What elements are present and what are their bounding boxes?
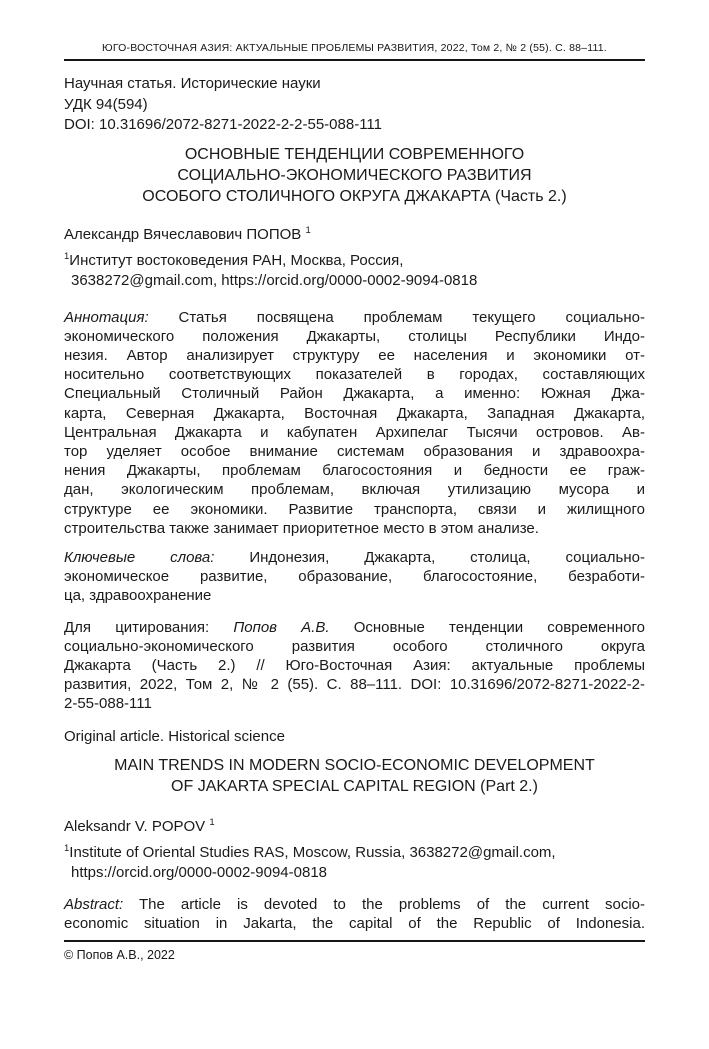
udc-number: УДК 94(594) [64,95,148,113]
affiliation-ru-line1: $^1$Институт востоковедения РАН, Москва, Россия, [64,250,404,269]
citation-ru [64,618,645,714]
abstract-ru-line: карта, Северная Джакарта, Восточная Джакарта, Западная Джакарта, [64,404,645,422]
abstract-ru-line: Специальный Столичный Район Джакарта, а именно: Южная Джа- [64,385,645,403]
journal-running-header: ЮГО-ВОСТОЧНАЯ АЗИЯ: АКТУАЛЬНЫЕ ПРОБЛЕМЫ РАЗВИТИЯ, 2022, Том 2, № 2 (55). С. 88–111. [102,42,607,54]
title-ru-line: ОСОБОГО СТОЛИЧНОГО ОКРУГА ДЖАКАРТА (Часть 2.) [142,187,567,205]
citation-ru-line: 2-55-088-111 [64,695,152,713]
footer-rule [64,940,645,942]
title-en-line: OF JAKARTA SPECIAL CAPITAL REGION (Part 2.) [171,777,538,795]
keywords-ru-line: Ключевые слова: Индонезия, Джакарта, столица, социально- [64,548,645,566]
keywords-ru [64,548,645,606]
article-type-en: Original article. Historical science [64,727,285,745]
affiliation-ru [64,251,645,291]
article-type-ru: Научная статья. Исторические науки [64,75,321,92]
citation-ru-line: Для цитирования: Попов А.В. Основные тенденции современного [64,618,645,636]
article-title-en [64,755,645,797]
abstract-ru-line: нения Джакарты, проблемам благосостояния и бедности ее граж- [64,462,645,480]
abstract-ru-line: Центральная Джакарта и кабупатен Архипелаг Тысячи островов. Ав- [64,423,645,441]
abstract-ru-line: дан, экологическим проблемам, включая утилизацию мусора и [64,481,645,499]
article-meta-ru [64,74,645,136]
article-title-ru [64,144,645,207]
copyright-line: © Попов А.В., 2022 [64,947,175,962]
abstract-ru-line: экономического положения Джакарты, столицы Республики Индо- [64,327,645,345]
keywords-ru-label: Ключевые слова: [64,548,215,566]
abstract-ru-line: носительно соответствующих показателей в городах, составляющих [64,366,645,384]
abstract-ru-line: структуре ее экономики. Развитие транспорта, связи и жилищного [64,500,645,518]
affiliation-en-line1: $^1$Institute of Oriental Studies RAS, Moscow, Russia, 3638272@gmail.com, [64,842,556,861]
doi-number: DOI: 10.31696/2072-8271-2022-2-2-55-088-111 [64,116,383,133]
title-ru-line: СОЦИАЛЬНО-ЭКОНОМИЧЕСКОГО РАЗВИТИЯ [177,166,532,184]
affiliation-ru-footnote-mark: 1 [64,250,70,262]
abstract-en [64,895,645,933]
affiliation-en-footnote-mark: 1 [64,842,70,854]
title-ru-line: ОСНОВНЫЕ ТЕНДЕНЦИИ СОВРЕМЕННОГО [184,145,525,163]
document-page [0,42,709,1049]
keywords-ru-line: экономическое развитие, образование, благосостояние, безработи- [64,568,645,586]
abstract-ru-label: Аннотация: [64,308,149,326]
author-en-footnote-mark: 1 [209,816,215,828]
affiliation-ru-line2: 3638272@gmail.com, https://orcid.org/0000-0002-9094-0818 [71,271,478,289]
abstract-ru-line: строительства также занимает приоритетное место в этом анализе. [64,519,539,537]
author-ru-name: Александр Вячеславович ПОПОВ [64,225,302,243]
abstract-en-label: Abstract: [64,895,124,913]
citation-ru-line: развития, 2022, Том 2, № 2 (55). С. 88–111. DOI: 10.31696/2072-8271-2022-2- [64,676,645,694]
author-ru [64,225,645,245]
title-en-line: MAIN TRENDS IN MODERN SOCIO-ECONOMIC DEVELOPMENT [114,756,595,774]
author-ru-footnote-mark: 1 [305,224,311,236]
abstract-en-line: Abstract: The article is devoted to the problems of the current socio- [64,895,645,913]
abstract-en-line: economic situation in Jakarta, the capital of the Republic of Indonesia. [64,914,645,932]
citation-ru-label: Для цитирования: [64,618,210,636]
header-rule [64,59,645,61]
keywords-ru-line: ца, здравоохранение [64,587,212,605]
affiliation-en [64,843,645,883]
citation-ru-line: социально-экономического развития особого столичного округа [64,637,645,655]
abstract-ru [64,308,645,538]
author-en [64,817,645,837]
abstract-ru-line: Аннотация: Статья посвящена проблемам текущего социально- [64,308,645,326]
citation-ru-author: Попов А.В. [233,618,330,636]
affiliation-en-line2: https://orcid.org/0000-0002-9094-0818 [71,863,328,881]
author-en-name: Aleksandr V. POPOV [64,817,206,835]
abstract-ru-line: незия. Автор анализирует структуру ее населения и экономики от- [64,346,645,364]
abstract-ru-line: тор уделяет особое внимание системам образования и здравоохра- [64,442,645,460]
citation-ru-line: Джакарта (Часть 2.) // Юго-Восточная Азия: актуальные проблемы [64,656,645,674]
